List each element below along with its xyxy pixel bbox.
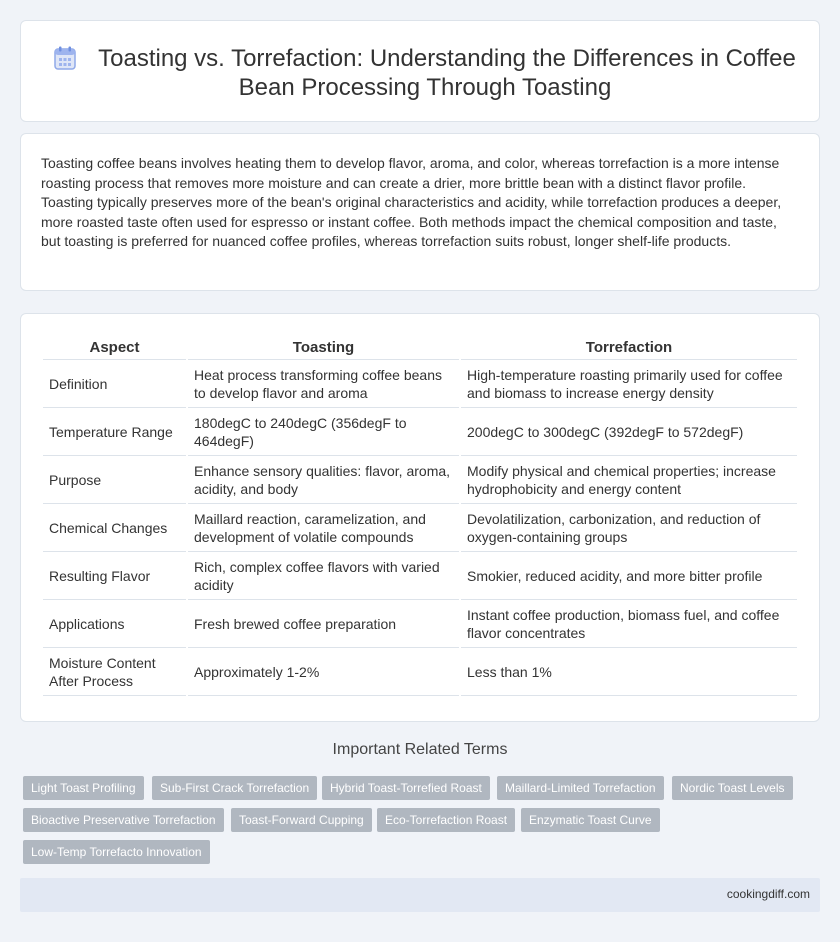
cell-toasting: Approximately 1-2% bbox=[188, 648, 459, 696]
cell-aspect: Moisture Content After Process bbox=[43, 648, 186, 696]
related-term-tag[interactable]: Maillard-Limited Torrefaction bbox=[497, 776, 664, 800]
header-toasting: Toasting bbox=[188, 335, 459, 360]
cell-aspect: Definition bbox=[43, 360, 186, 408]
cell-toasting: Rich, complex coffee flavors with varied acidity bbox=[188, 552, 459, 600]
related-term-tag[interactable]: Sub-First Crack Torrefaction bbox=[152, 776, 317, 800]
cell-torrefaction: Instant coffee production, biomass fuel, and coffee flavor concentrates bbox=[461, 600, 797, 648]
header-aspect: Aspect bbox=[43, 335, 186, 360]
page-title bbox=[51, 44, 799, 102]
cell-torrefaction: Devolatilization, carbonization, and reduction of oxygen-containing groups bbox=[461, 504, 797, 552]
intro-card bbox=[20, 133, 820, 291]
page-title-text: Toasting vs. Torrefaction: Understanding the Differences in Coffee Bean Processing Through Toasting bbox=[98, 45, 796, 101]
cell-toasting: Maillard reaction, caramelization, and development of volatile compounds bbox=[188, 504, 459, 552]
comparison-table bbox=[41, 335, 799, 696]
related-term-tag[interactable]: Light Toast Profiling bbox=[23, 776, 144, 800]
related-terms-title: Important Related Terms bbox=[332, 741, 508, 758]
cell-aspect: Temperature Range bbox=[43, 408, 186, 456]
calendar-icon bbox=[54, 46, 76, 70]
table-row bbox=[43, 456, 797, 504]
comparison-card bbox=[20, 313, 820, 722]
cell-torrefaction: 200degC to 300degC (392degF to 572degF) bbox=[461, 408, 797, 456]
related-term-tag[interactable]: Nordic Toast Levels bbox=[672, 776, 793, 800]
header-torrefaction: Torrefaction bbox=[461, 335, 797, 360]
cell-torrefaction: Smokier, reduced acidity, and more bitter profile bbox=[461, 552, 797, 600]
table-row bbox=[43, 648, 797, 696]
cell-toasting: Heat process transforming coffee beans to develop flavor and aroma bbox=[188, 360, 459, 408]
table-header-row bbox=[43, 335, 797, 360]
cell-aspect: Chemical Changes bbox=[43, 504, 186, 552]
table-row bbox=[43, 408, 797, 456]
cell-toasting: Fresh brewed coffee preparation bbox=[188, 600, 459, 648]
cell-aspect: Applications bbox=[43, 600, 186, 648]
footer-site[interactable]: cookingdiff.com bbox=[726, 887, 810, 901]
cell-toasting: 180degC to 240degC (356degF to 464degF) bbox=[188, 408, 459, 456]
related-term-tag[interactable]: Toast-Forward Cupping bbox=[231, 808, 372, 832]
related-term-tag[interactable]: Eco-Torrefaction Roast bbox=[377, 808, 515, 832]
cell-torrefaction: Less than 1% bbox=[461, 648, 797, 696]
table-row bbox=[43, 600, 797, 648]
cell-aspect: Purpose bbox=[43, 456, 186, 504]
table-row bbox=[43, 504, 797, 552]
footer bbox=[20, 878, 820, 912]
intro-paragraph: Toasting coffee beans involves heating them to develop flavor, aroma, and color, whereas torrefaction is a more intense roasting process that removes more moisture and can create a drier, more brittle bean with a distinct flavor profile. Toasting typically preserves more of the bean's original characteristics and acidity, while torrefaction produces a deeper, more roasted taste often used for espresso or instant coffee. Both methods impact the chemical composition and taste, but toasting is preferred for nuanced coffee profiles, whereas torrefaction suits robust, longer shelf-life products. bbox=[41, 155, 782, 250]
cell-torrefaction: Modify physical and chemical properties; increase hydrophobicity and energy content bbox=[461, 456, 797, 504]
related-term-tag[interactable]: Bioactive Preservative Torrefaction bbox=[23, 808, 224, 832]
table-row bbox=[43, 552, 797, 600]
related-term-tag[interactable]: Hybrid Toast-Torrefied Roast bbox=[322, 776, 490, 800]
related-term-tag[interactable]: Low-Temp Torrefacto Innovation bbox=[23, 840, 210, 864]
title-card bbox=[20, 20, 820, 122]
table-row bbox=[43, 360, 797, 408]
cell-toasting: Enhance sensory qualities: flavor, aroma, acidity, and body bbox=[188, 456, 459, 504]
cell-aspect: Resulting Flavor bbox=[43, 552, 186, 600]
related-term-tag[interactable]: Enzymatic Toast Curve bbox=[521, 808, 660, 832]
cell-torrefaction: High-temperature roasting primarily used for coffee and biomass to increase energy density bbox=[461, 360, 797, 408]
